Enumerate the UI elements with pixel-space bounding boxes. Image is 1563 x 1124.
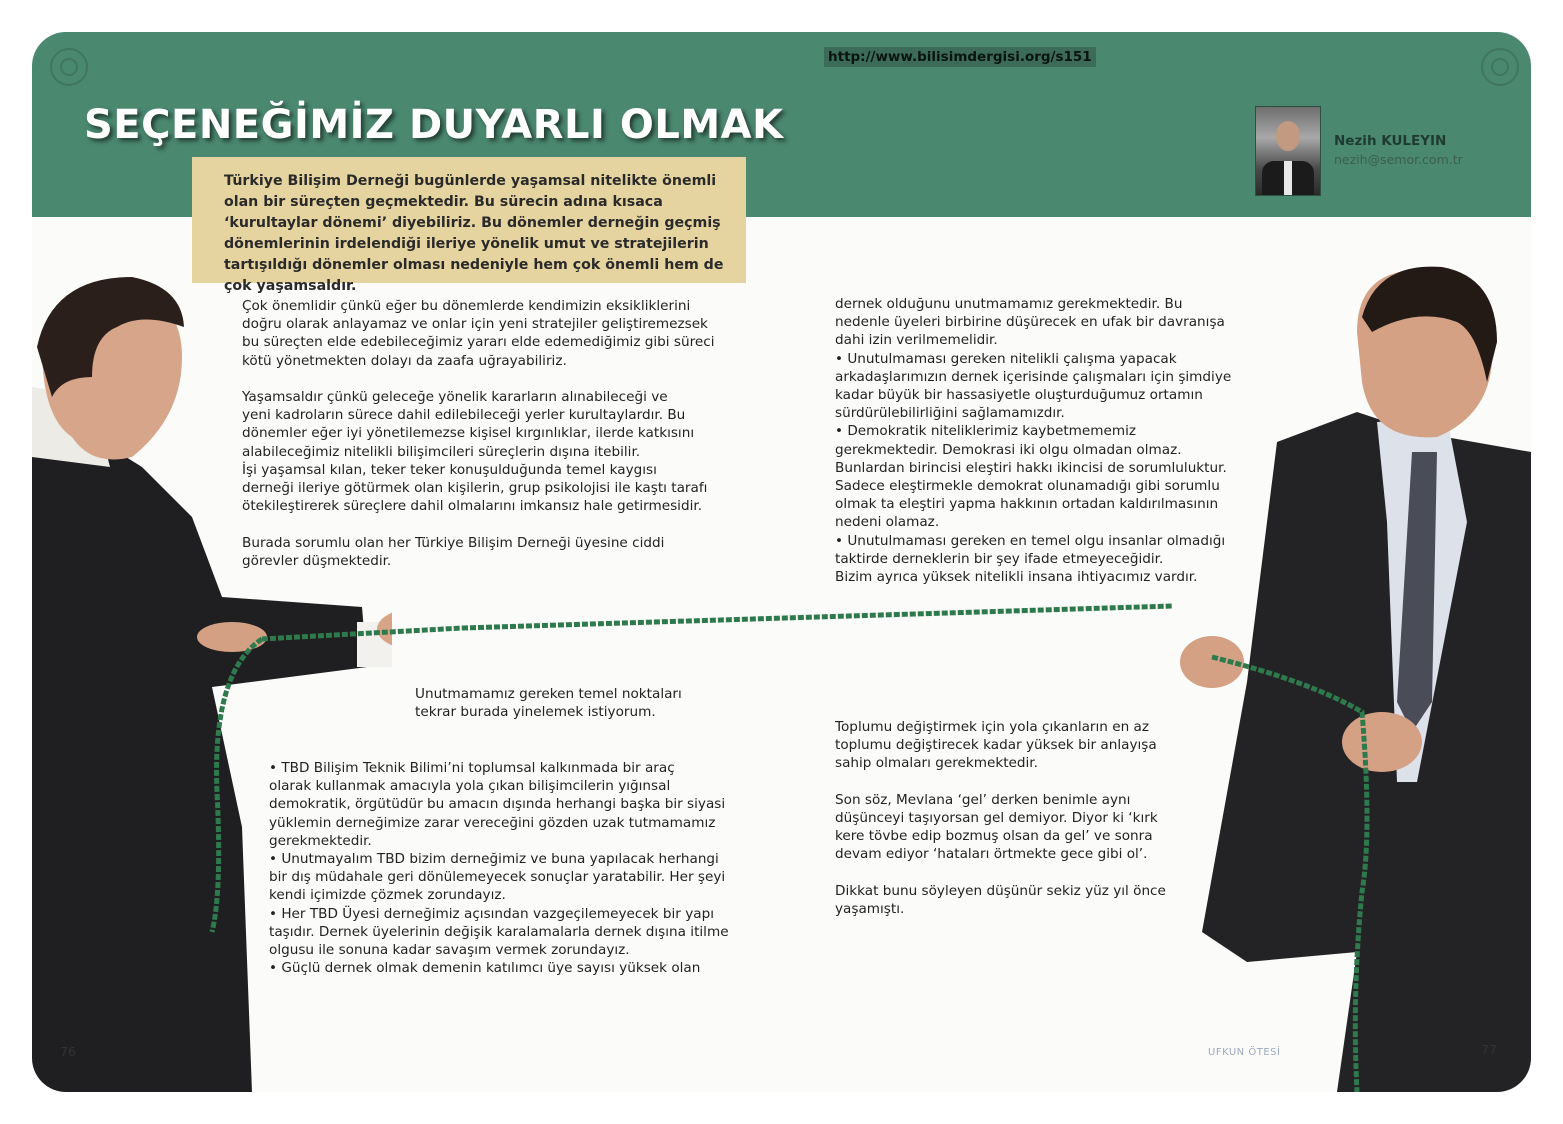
left-column-bullets: • TBD Bilişim Teknik Bilimi’ni toplumsal kalkınmada bir araç olarak kullanmak amacıyla yola çıkan bilişimcilerin yığınsal demokratik, örgütüdür bu amacın dışında herhangi başka bir siyasi yüklemin derneğimize zarar vereceğini gözden uzak tutmamamız gerekmektedir. • Unutmayalım TBD bizim derneğimiz ve buna yapılacak herhangi bir dış müdahale geri dönülemeyecek sonuçlar yaratabilir. Her şeyi kendi içimizde çözmek zorundayız. • Her TBD Üyesi derneğimiz açısından vazgeçilemeyecek bir yapı taşıdır. Dernek üyelerinin değişik karalamalarla dernek dışına itilme olgusu ile sonuna kadar savaşım vermek zorundayız. • Güçlü dernek olmak demenin katılımcı üye sayısı yüksek olan xyxy=(269,760,729,977)
right-column-bottom-text: Toplumu değiştirmek için yola çıkanların en az toplumu değiştirecek kadar yüksek bir anlayışa sahip olmaları gerekmektedir. Son söz, Mevlana ‘gel’ derken benimle aynı düşünceyi taşıyorsan gel demiyor. Diyor ki ‘kırk kere tövbe edip bozmuş olsan da gel’ ve sonra devam ediyor ‘hataları örtmekte gece gibi ol’. Dikkat bunu söyleyen düşünür sekiz yüz yıl önce yaşamıştı. xyxy=(835,719,1166,918)
magazine-spread xyxy=(32,32,1531,1092)
article-title: SEÇENEĞİMİZ DUYARLI OLMAK xyxy=(84,102,784,148)
lead-paragraph-box xyxy=(192,157,746,294)
left-page-number: 76 xyxy=(60,1044,76,1059)
article-url[interactable]: http://www.bilisimdergisi.org/s151 xyxy=(824,47,1096,67)
footer-section-label: UFKUN ÖTESİ xyxy=(1208,1047,1281,1058)
right-page-number: 77 xyxy=(1481,1042,1497,1057)
right-column-top-text: dernek olduğunu unutmamamız gerekmektedir. Bu nedenle üyeleri birbirine düşürecek en ufak bir davranışa dahi izin verilmemelidir. • Unutulmaması gereken nitelikli çalışma yapacak arkadaşlarımızın dernek içerisinde çalışmaları için şimdiye kadar büyük bir hassasiyetle oluşturduğumuz ortamın sürdürülebilirliğini sağlamamızdır. • Demokratik niteliklerimiz kaybetmememiz gerekmektedir. Demokrasi iki olgu olmadan olmaz. Bunlardan birincisi eleştiri hakkı ikincisi de sorumluluktur. Sadece eleştirmekle demokrat olunamadığı gibi sorumlu olmak ta eleştiri yapma hakkının ortadan kaldırılmasının nedeni olamaz. • Unutulmaması gereken en temel olgu insanlar olmadığı taktirde derneklerin bir şey ifade etmeyeceğidir. Bizim ayrıca yüksek nitelikli insana ihtiyacımız vardır. xyxy=(835,296,1232,586)
author-name: Nezih KULEYIN xyxy=(1334,133,1447,149)
left-column-middle-text: Unutmamamız gereken temel noktaları tekrar burada yinelemek istiyorum. xyxy=(415,686,682,721)
lead-paragraph: Türkiye Bilişim Derneği bugünlerde yaşamsal nitelikte önemli olan bir süreçten geçmektedir. Bu sürecin adına kısaca ‘kurultaylar dönemi’ diyebiliriz. Bu dönemler derneğin geçmiş dönemlerinin irdelendiği ileriye yönelik umut ve stratejilerin tartışıldığı dönemler olması nedeniyle hem çok önemli hem de çok yaşamsaldır. xyxy=(224,173,724,294)
left-column-top-text: Çok önemlidir çünkü eğer bu dönemlerde kendimizin eksikliklerini doğru olarak anlayamaz ve onlar için yeni stratejiler geliştiremezsek bu süreçten elde edebileceğimiz yararı elde edemediğimiz gibi süreci kötü yönetmekten dolayı da zaafa uğrayabiliriz. Yaşamsaldır çünkü geleceğe yönelik kararların alınabileceği ve yeni kadroların sürece dahil edilebileceği yerler kurultaylardır. Bu dönemler eğer iyi yönetilemezse kişisel kırgınlıklar, ilerde katkısını alabileceğimiz nitelikli bilişimcileri süreçlerin dışına itebilir. İşi yaşamsal kılan, teker teker konuşulduğunda temel kaygısı derneği ileriye götürmek olan kişilerin, grup psikolojisi ile kaştı tarafı ötekileştirerek süreçlere dahil olmalarını imkansız hale getirmesidir. Burada sorumlu olan her Türkiye Bilişim Derneği üyesine ciddi görevler düşmektedir. xyxy=(242,298,715,569)
author-email[interactable]: nezih@semor.com.tr xyxy=(1334,152,1463,167)
